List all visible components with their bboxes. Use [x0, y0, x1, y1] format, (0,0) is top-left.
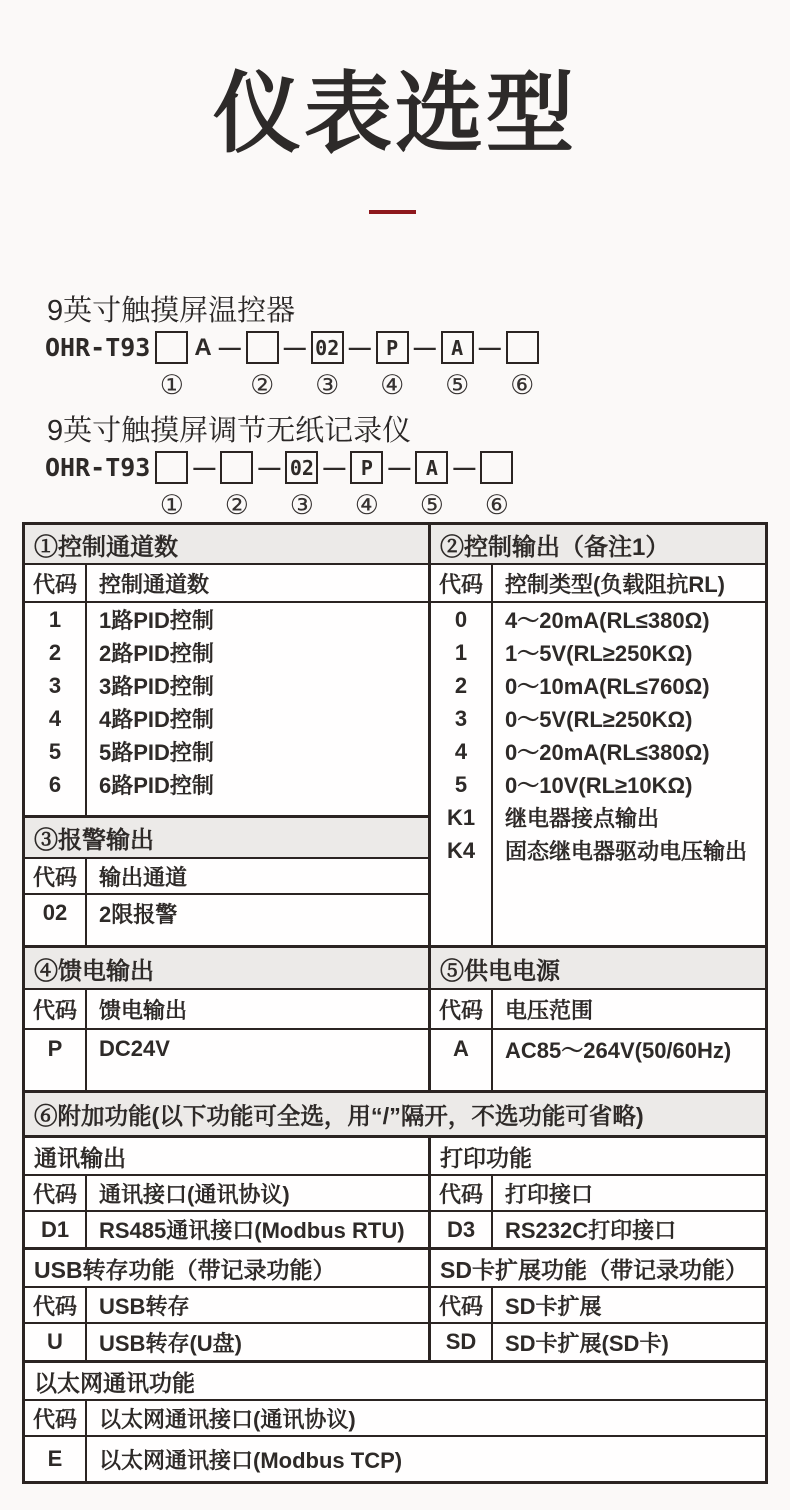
- col-desc-label: 输出通道: [99, 864, 188, 890]
- section4-header: ④馈电输出: [25, 948, 428, 990]
- row-desc: AC85～264V(50/60Hz): [505, 1037, 732, 1063]
- model-1-code-line: [45, 331, 539, 399]
- marker-1: ①: [159, 490, 184, 520]
- column-header-row: [25, 1288, 428, 1324]
- marker-1: ①: [159, 370, 184, 400]
- code-box-2: [220, 451, 253, 484]
- row-code: D3: [431, 1212, 493, 1247]
- col-code-label: 代码: [431, 1288, 493, 1322]
- code-box-4: P: [376, 331, 409, 364]
- row-code: 02: [25, 895, 87, 931]
- code-unit: [350, 451, 383, 519]
- table-row: [431, 702, 765, 735]
- col-code-label: 代码: [25, 565, 87, 601]
- section6-header: ⑥附加功能(以下功能可全选，用“/”隔开，不选功能可省略): [25, 1093, 765, 1135]
- row-code: SD: [431, 1324, 493, 1360]
- band-usb-sd: [25, 1247, 765, 1360]
- filler-cell: [87, 1068, 428, 1090]
- code-separator: —: [388, 455, 411, 480]
- marker-6: ⑥: [484, 490, 509, 520]
- code-separator: —: [258, 455, 281, 480]
- row-desc: 1路PID控制: [99, 608, 214, 633]
- table-row: [25, 768, 428, 801]
- comm-subheader: 通讯输出: [25, 1138, 428, 1176]
- table-row: [431, 1324, 765, 1360]
- usb-subheader: USB转存功能（带记录功能）: [25, 1250, 428, 1288]
- filler-row: [431, 1068, 765, 1090]
- section3-header: ③报警输出: [25, 815, 428, 859]
- code-box-1: [155, 451, 188, 484]
- col-code-label: 代码: [25, 990, 87, 1028]
- table-row: [25, 603, 428, 636]
- code-separator: —: [478, 335, 501, 360]
- table-row: [431, 669, 765, 702]
- row-code: 3: [431, 702, 493, 735]
- code-suffix-a: A: [194, 334, 212, 361]
- table-control-output: [431, 525, 765, 945]
- table-row: [431, 1030, 765, 1068]
- marker-4: ④: [354, 490, 379, 520]
- marker-4: ④: [380, 370, 405, 400]
- col-code-label: 代码: [25, 859, 87, 893]
- filler-cell: [431, 867, 493, 945]
- row-desc: 0～20mA(RL≤380Ω): [505, 740, 710, 765]
- filler-row: [25, 1068, 428, 1090]
- column-header-row: [431, 1288, 765, 1324]
- column-header-row: [25, 990, 428, 1030]
- code-box-6: [480, 451, 513, 484]
- row-desc: 2路PID控制: [99, 641, 214, 666]
- row-code: 3: [25, 669, 87, 702]
- code-unit: [506, 331, 539, 399]
- filler-cell: [25, 1068, 87, 1090]
- code-separator: —: [193, 455, 216, 480]
- row-desc: USB转存(U盘): [99, 1330, 242, 1356]
- code-separator: —: [218, 335, 241, 360]
- table-power-supply: [431, 948, 765, 1090]
- col-desc-label: 通讯接口(通讯协议): [99, 1181, 290, 1207]
- code-box-4: P: [350, 451, 383, 484]
- filler-cell: [25, 931, 87, 945]
- table-row: [431, 735, 765, 768]
- section1-header: ①控制通道数: [25, 525, 428, 565]
- row-code: 4: [25, 702, 87, 735]
- code-box-2: [246, 331, 279, 364]
- row-code: K4: [431, 834, 493, 867]
- row-desc: 5路PID控制: [99, 740, 214, 765]
- col-desc-label: 控制类型(负载阻抗RL): [505, 571, 725, 597]
- code-unit: [285, 451, 318, 519]
- table-row: [25, 636, 428, 669]
- row-code: U: [25, 1324, 87, 1360]
- print-subheader: 打印功能: [431, 1138, 765, 1176]
- row-desc: SD卡扩展(SD卡): [505, 1330, 669, 1356]
- band-control: [25, 525, 765, 945]
- code-box-6: [506, 331, 539, 364]
- table-row: [431, 801, 765, 834]
- col-desc-label: 以太网通讯接口(通讯协议): [99, 1406, 356, 1432]
- code-separator: —: [348, 335, 371, 360]
- row-code: 0: [431, 603, 493, 636]
- code-box-5: A: [441, 331, 474, 364]
- table-usb: [25, 1250, 431, 1360]
- row-desc: 以太网通讯接口(Modbus TCP): [99, 1447, 403, 1473]
- code-unit: [415, 451, 448, 519]
- col-desc-label: 打印接口: [505, 1181, 594, 1207]
- column-header-row: [25, 565, 428, 603]
- model-prefix: OHR-T93: [45, 333, 151, 362]
- row-code: K1: [431, 801, 493, 834]
- col-code-label: 代码: [431, 565, 493, 601]
- code-unit: [480, 451, 513, 519]
- section2-header: ②控制输出（备注1）: [431, 525, 765, 565]
- table-control-channels: [25, 525, 431, 945]
- row-code: 5: [431, 768, 493, 801]
- row-desc: 4～20mA(RL≤380Ω): [505, 608, 710, 633]
- column-header-row: [25, 859, 428, 895]
- model-2-heading: 9英寸触摸屏调节无纸记录仪: [47, 415, 412, 447]
- row-code: 4: [431, 735, 493, 768]
- marker-2: ②: [250, 370, 275, 400]
- code-unit: [246, 331, 279, 399]
- row-desc: 1～5V(RL≥250KΩ): [505, 641, 693, 666]
- table-row: [25, 1324, 428, 1360]
- code-separator: —: [283, 335, 306, 360]
- row-code: 1: [25, 603, 87, 636]
- model-1-heading: 9英寸触摸屏温控器: [47, 295, 296, 327]
- col-code-label: 代码: [25, 1288, 87, 1322]
- ethernet-subheader: 以太网通讯功能: [25, 1363, 765, 1401]
- row-desc: 3路PID控制: [99, 674, 214, 699]
- table-sd: [431, 1250, 765, 1360]
- model-prefix: OHR-T93: [45, 453, 151, 482]
- table-ethernet: [25, 1363, 765, 1481]
- title-underline: [369, 210, 416, 214]
- row-desc: 4路PID控制: [99, 707, 214, 732]
- table-row: [25, 702, 428, 735]
- column-header-row: [25, 1401, 765, 1437]
- col-desc-label: SD卡扩展: [505, 1293, 602, 1319]
- row-code: E: [25, 1437, 87, 1481]
- code-unit: [311, 331, 344, 399]
- filler-cell: [493, 1068, 765, 1090]
- col-code-label: 代码: [431, 1176, 493, 1210]
- row-code: 2: [431, 669, 493, 702]
- marker-3: ③: [315, 370, 340, 400]
- row-desc: 固态继电器驱动电压输出: [505, 839, 748, 864]
- model-2-code-line: [45, 451, 513, 519]
- code-box-5: A: [415, 451, 448, 484]
- col-code-label: 代码: [25, 1401, 87, 1435]
- table-comm-output: [25, 1138, 431, 1247]
- table-row: [25, 1030, 428, 1068]
- band-power: [25, 945, 765, 1090]
- table-row: [431, 1212, 765, 1247]
- marker-6: ⑥: [510, 370, 535, 400]
- table-row: [25, 735, 428, 768]
- col-desc-label: 馈电输出: [99, 997, 188, 1023]
- code-unit: [376, 331, 409, 399]
- row-code: 1: [431, 636, 493, 669]
- column-header-row: [25, 1176, 428, 1212]
- row-code: D1: [25, 1212, 87, 1247]
- code-separator: —: [323, 455, 346, 480]
- table-row: [431, 768, 765, 801]
- filler-cell: [87, 931, 428, 945]
- column-header-row: [431, 565, 765, 603]
- code-unit: [220, 451, 253, 519]
- row-code: 2: [25, 636, 87, 669]
- marker-2: ②: [224, 490, 249, 520]
- row-desc: 继电器接点输出: [505, 806, 660, 831]
- marker-5: ⑤: [445, 370, 470, 400]
- filler-cell: [431, 1068, 493, 1090]
- row-code: A: [431, 1030, 493, 1068]
- table-row: [431, 636, 765, 669]
- code-unit: [441, 331, 474, 399]
- row-desc: DC24V: [99, 1036, 170, 1061]
- column-header-row: [431, 1176, 765, 1212]
- row-code: 6: [25, 768, 87, 801]
- section5-header: ⑤供电电源: [431, 948, 765, 990]
- selection-table: [22, 522, 768, 1484]
- code-separator: —: [413, 335, 436, 360]
- table-row: [25, 1212, 428, 1247]
- row-desc: RS485通讯接口(Modbus RTU): [99, 1218, 405, 1243]
- sd-subheader: SD卡扩展功能（带记录功能）: [431, 1250, 765, 1288]
- col-desc-label: 控制通道数: [99, 571, 210, 597]
- spacer-row: [25, 801, 428, 815]
- row-desc: 0～10V(RL≥10KΩ): [505, 773, 693, 798]
- row-desc: RS232C打印接口: [505, 1218, 677, 1243]
- row-desc: 2限报警: [99, 901, 178, 927]
- row-code: 5: [25, 735, 87, 768]
- table-row: [431, 834, 765, 867]
- row-desc: 0～10mA(RL≤760Ω): [505, 674, 710, 699]
- code-box-3: 02: [285, 451, 318, 484]
- code-separator: —: [453, 455, 476, 480]
- band-comm-print: [25, 1135, 765, 1247]
- table-row: [25, 1437, 765, 1481]
- filler-cell: [493, 867, 765, 945]
- table-print: [431, 1138, 765, 1247]
- table-feed-output: [25, 948, 431, 1090]
- table-row: [25, 895, 428, 931]
- code-box-1: [155, 331, 188, 364]
- band-ethernet: [25, 1360, 765, 1481]
- marker-3: ③: [289, 490, 314, 520]
- filler-row: [431, 867, 765, 945]
- col-desc-label: 电压范围: [505, 997, 594, 1023]
- table-row: [25, 669, 428, 702]
- filler-row: [25, 931, 428, 945]
- page-title: 仪表选型: [212, 64, 577, 163]
- col-code-label: 代码: [25, 1176, 87, 1210]
- spacer-cell: [25, 801, 87, 815]
- marker-5: ⑤: [419, 490, 444, 520]
- table-row: [431, 603, 765, 636]
- col-code-label: 代码: [431, 990, 493, 1028]
- row-desc: 0～5V(RL≥250KΩ): [505, 707, 693, 732]
- column-header-row: [431, 990, 765, 1030]
- col-desc-label: USB转存: [99, 1293, 190, 1319]
- code-unit: [155, 331, 188, 399]
- code-box-3: 02: [311, 331, 344, 364]
- band-additional-header: [25, 1090, 765, 1135]
- code-unit: [155, 451, 188, 519]
- spacer-cell: [87, 801, 428, 815]
- row-code: P: [25, 1030, 87, 1068]
- row-desc: 6路PID控制: [99, 773, 214, 798]
